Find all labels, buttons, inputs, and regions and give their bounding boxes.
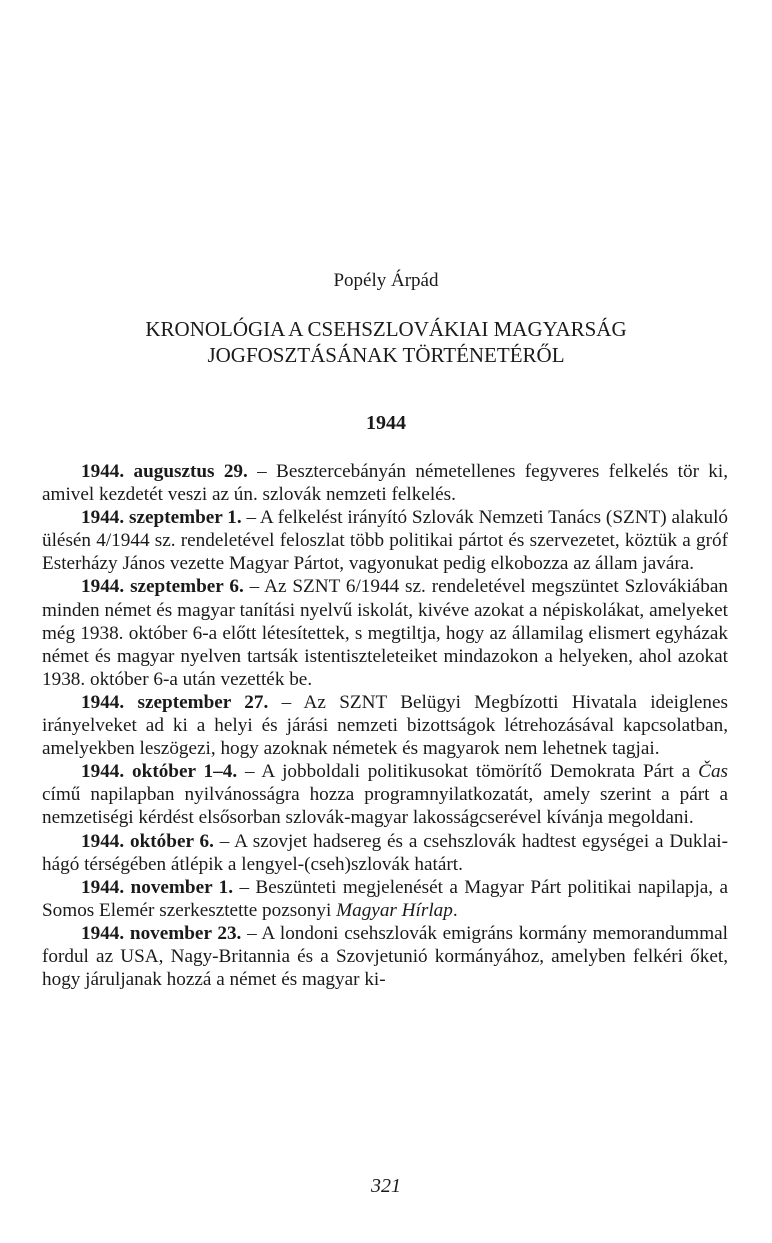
chronology-entry — [42, 460, 728, 506]
newspaper-title: Magyar Hírlap — [336, 899, 453, 921]
chronology-entry — [42, 506, 728, 575]
entry-date: 1944. szeptember 1. — [81, 507, 242, 529]
newspaper-title: Čas — [698, 761, 729, 783]
chronology-entry — [42, 876, 728, 922]
entry-date: 1944. szeptember 27. — [81, 691, 269, 713]
chronology-entry — [42, 922, 728, 991]
entry-text: című napilapban nyilvánosságra hozza programnyilatkozatát, amely szerint a párt a nemzetiségi kérdést elsősorban szlovák-magyar lakosságcserével kívánja megoldani. — [42, 784, 728, 829]
entry-text: – A londoni csehszlovák emigráns kormány memorandummal fordul az USA, Nagy-Britannia és a Szovjetunió kormányához, amelyben felkéri őket, hogy járuljanak hozzá a német és magyar ki- — [42, 922, 728, 991]
entry-text: – Beszünteti megjelenését a Magyar Párt politikai napilapja, a Somos Elemér szerkesztette pozsonyi — [42, 876, 728, 921]
chronology-entry — [42, 575, 728, 690]
chapter-title-line-2: JOGFOSZTÁSÁNAK TÖRTÉNETÉRŐL — [207, 343, 565, 367]
entry-date: 1944. november 1. — [81, 876, 234, 898]
page-number: 321 — [371, 1175, 401, 1197]
entry-date: 1944. augusztus 29. — [81, 461, 248, 482]
entry-text: – Az SZNT 6/1944 sz. rendeletével megszüntet Szlovákiában minden német és magyar tanítási nyelvű iskolát, kivéve azokat a népiskolákat, amelyeket még 1938. október 6-a előtt létesítettek, s megtiltja, hogy az államilag elismert egyházak német és magyar nyelven tartsák istentiszteleteiket mindazokon a helyeken, ahol azokat 1938. október 6-a után vezették be. — [42, 576, 728, 690]
entry-text: – A jobboldali politikusokat tömörítő Demokrata Párt a — [237, 761, 699, 783]
chronology-entry — [42, 830, 728, 876]
entry-text: . — [452, 899, 458, 921]
author-name: Popély Árpád — [333, 270, 439, 291]
chapter-title-line-1: KRONOLÓGIA A CSEHSZLOVÁKIAI MAGYARSÁG — [145, 317, 627, 341]
entry-text: – Besztercebányán németellenes fegyveres felkelés tör ki, amivel kezdetét veszi az ún. szlovák nemzeti felkelés. — [42, 461, 728, 506]
entry-date: 1944. szeptember 6. — [81, 576, 244, 598]
chronology-body — [42, 460, 728, 991]
entry-text: – A szovjet hadsereg és a csehszlovák hadtest egységei a Duklai-hágó térségében átlépik a lengyel-(cseh)szlovák határt. — [42, 830, 728, 875]
chapter-title — [0, 316, 772, 368]
entry-text: – A felkelést irányító Szlovák Nemzeti Tanács (SZNT) alakuló ülésén 4/1944 sz. rendeletével feloszlat több politikai pártot és szervezetet, köztük a gróf Esterházy János vezette Magyar Pártot, vagyonukat pedig elkobozza az állam javára. — [42, 507, 728, 575]
chronology-entry — [42, 760, 728, 829]
entry-date: 1944. november 23. — [81, 922, 242, 944]
entry-date: 1944. október 1–4. — [81, 761, 238, 783]
chronology-entry — [42, 691, 728, 760]
entry-date: 1944. október 6. — [81, 830, 214, 852]
entry-text: – Az SZNT Belügyi Megbízotti Hivatala ideiglenes irányelveket ad ki a helyi és járási nemzeti bizottságok létrehozásával kapcsolatban, amelyekben leszögezi, hogy azoknak németek és magyarok nem lehetnek tagjai. — [42, 691, 728, 760]
year-heading: 1944 — [366, 412, 406, 434]
